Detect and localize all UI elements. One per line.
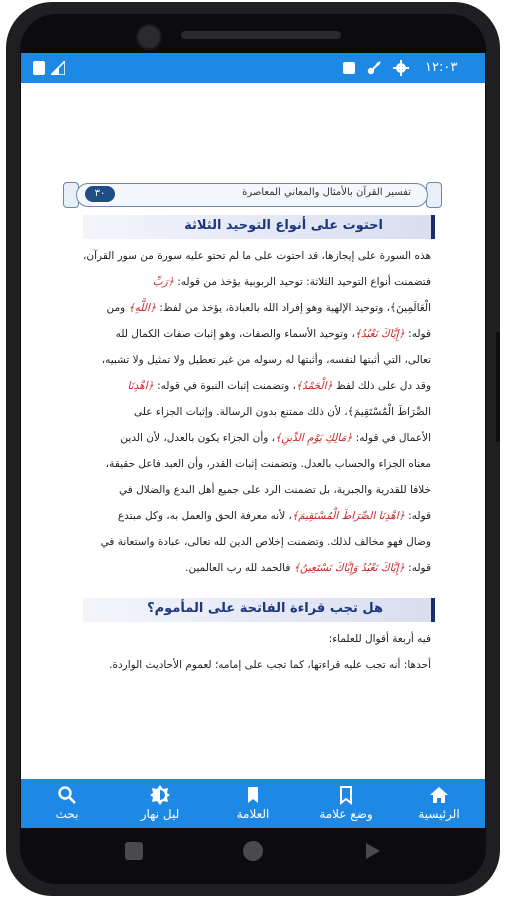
signal-icon — [51, 61, 65, 75]
body-line: قوله: ﴿اهْدِنَا الصِّرَاطَ الْمُسْتَقِيمَ﴾، لأنه معرفة الحق والعمل به، وكل مبتدع — [117, 510, 431, 522]
section-title-2 — [83, 598, 435, 622]
nav-day-night[interactable] — [114, 779, 206, 828]
nav-home[interactable] — [393, 779, 485, 828]
nav-add-bookmark-label: وضع علامة — [319, 807, 373, 821]
section-1-body — [83, 243, 431, 588]
body-line: الصِّرَاطَ الْمُسْتَقِيمَ﴾، لأن ذلك ممتنع بدون الرسالة. وإثبات الجزاء على — [134, 406, 431, 418]
screen — [21, 53, 485, 828]
sd-card-icon — [33, 61, 45, 75]
nav-day-night-label: ليل نهار — [140, 807, 180, 821]
page-number: ٣٠ — [85, 186, 115, 202]
home-button[interactable] — [243, 841, 263, 861]
nav-add-bookmark[interactable] — [300, 779, 392, 828]
body-line: فيه أربعة أقوال للعلماء: — [328, 633, 431, 645]
body-line: وضال فهو مخالف لذلك. وتضمنت إخلاص الدين لله تعالى، عبادة واستعانة في — [100, 536, 431, 548]
page-header — [76, 183, 428, 207]
screenshot-icon — [343, 62, 355, 74]
quran-verse: ﴿الْحَمْدُ﴾ — [295, 380, 333, 392]
body-line: خلافا للقدرية والجبرية، بل تضمنت الرد على جميع أهل البدع والضلال في — [119, 484, 431, 496]
search-icon — [57, 785, 77, 805]
quran-verse: ﴿إِيَّاكَ نَعْبُدُ وَإِيَّاكَ نَسْتَعِينُ﴾ — [293, 562, 405, 574]
body-line: فتضمنت أنواع التوحيد الثلاثة: توحيد الربوبية يؤخذ من قوله: ﴿رَبِّ — [152, 276, 431, 288]
body-line: الأعمال في قوله: ﴿مَالِكِ يَوْمِ الدِّينِ﴾، وأن الجزاء يكون بالعدل، لأن الدين — [120, 432, 431, 444]
quran-verse: ﴿إِيَّاكَ نَعْبُدُ﴾ — [354, 328, 405, 340]
quran-verse: ﴿رَبِّ — [152, 276, 174, 288]
body-line: وقد دل على ذلك لفظ ﴿الْحَمْدُ﴾، وتضمنت إثبات النبوة في قوله: ﴿اهْدِنَا — [127, 380, 431, 392]
body-line: معناه الجزاء والحساب بالعدل. وتضمنت إثبات القدر، وأن العبد فاعل حقيقة، — [105, 458, 431, 470]
status-time: ١٢:٠٣ — [425, 60, 458, 75]
book-page — [21, 83, 485, 780]
nav-search-label: بحث — [55, 807, 79, 821]
quran-verse: ﴿اهْدِنَا — [127, 380, 154, 392]
system-navigation-bar — [21, 828, 485, 876]
section-2-body — [83, 626, 431, 686]
section-title-1 — [83, 215, 435, 239]
body-line: الْعَالَمِينَ﴾، وتوحيد الإلهية وهو إفراد الله بالعبادة، يؤخذ من لفظ: ﴿اللَّهِ﴾ ومن — [106, 302, 431, 314]
section-title-1-text: احتوت على أنواع التوحيد الثلاثة — [184, 218, 383, 233]
body-line: قوله: ﴿إِيَّاكَ نَعْبُدُ﴾، وتوحيد الأسماء والصفات، وهو إثبات صفات الكمال لله — [115, 328, 431, 340]
nav-bookmarks[interactable] — [207, 779, 299, 828]
nav-search[interactable] — [21, 779, 113, 828]
bookmark-icon — [243, 785, 263, 805]
recent-apps-button[interactable] — [125, 842, 143, 860]
vpn-key-icon — [366, 60, 382, 76]
header-ornament-right — [426, 182, 442, 208]
front-camera — [136, 24, 162, 50]
settings-gear-icon — [393, 60, 409, 76]
home-icon — [429, 785, 449, 805]
body-line: هذه السورة على إيجازها، قد احتوت على ما لم تحتو عليه سورة من سور القرآن، — [83, 250, 431, 262]
back-button[interactable] — [364, 841, 382, 861]
earpiece-speaker — [181, 31, 341, 39]
nav-home-label: الرئيسية — [418, 807, 460, 821]
body-line: تعالى، التي أثبتها لنفسه، وأثبتها له رسوله من غير تعطيل ولا تمثيل ولا تشبيه، — [101, 354, 431, 366]
nav-bookmarks-label: العلامة — [236, 807, 270, 821]
body-line: قوله: ﴿إِيَّاكَ نَعْبُدُ وَإِيَّاكَ نَسْتَعِينُ﴾ فالحمد لله رب العالمين. — [185, 562, 431, 574]
section-title-2-text: هل تجب قراءة الفاتحة على المأموم؟ — [147, 601, 383, 616]
side-button — [496, 332, 500, 442]
body-line: أحدها: أنه تجب عليه قراءتها، كما تجب على إمامه؛ لعموم الأحاديث الواردة. — [109, 659, 431, 671]
quran-verse: ﴿اللَّهِ﴾ — [128, 302, 157, 314]
status-bar — [21, 53, 485, 83]
brightness-icon — [150, 785, 170, 805]
book-title: تفسير القرآن بالأمثال والمعاني المعاصرة — [242, 187, 411, 198]
quran-verse: ﴿مَالِكِ يَوْمِ الدِّينِ﴾ — [275, 432, 353, 444]
quran-verse: ﴿اهْدِنَا الصِّرَاطَ الْمُسْتَقِيمَ﴾ — [291, 510, 405, 522]
bottom-navigation — [21, 779, 485, 828]
bookmark-outline-icon — [336, 785, 356, 805]
